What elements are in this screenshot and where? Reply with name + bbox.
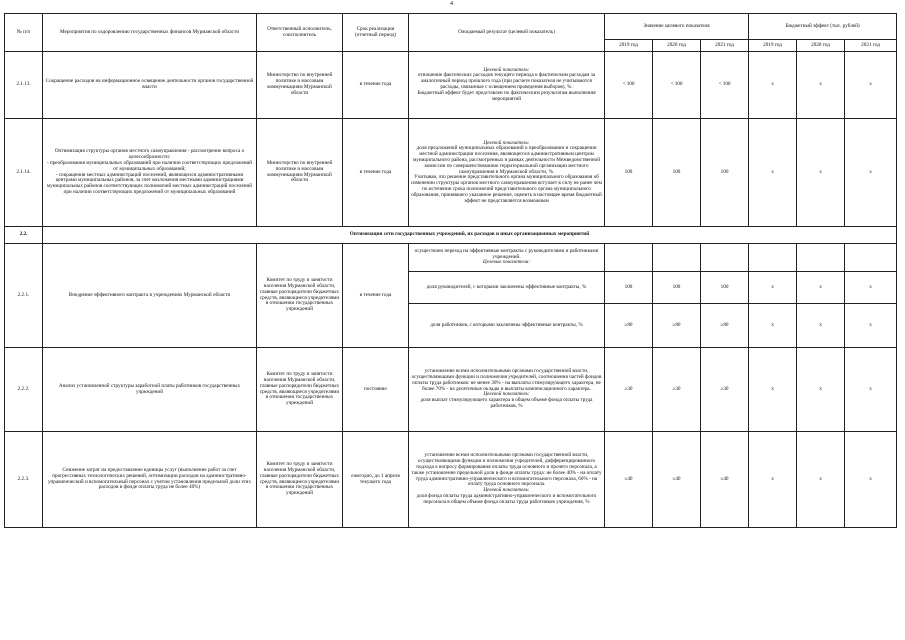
section-row	[5, 227, 897, 244]
result-heading: Целевые показатели:	[482, 259, 531, 266]
result-text: установление всеми исполнительными органами государственной власти, осуществляющими функции и полномочия учредителей, дифференцированного подхода к вопросу формирования оплаты труда основного и прочего персонала, а также установление предельной доли в фонде оплаты труда: не более 40% - на оплату труда административно-управленческого и вспомогательного персонала, 60% - на оплату труда основного персонала.	[411, 452, 602, 488]
value-cell: х	[845, 52, 897, 119]
term-text: в течение года	[343, 244, 409, 348]
term-text: ежегодно, до 1 апреля текущего года	[343, 432, 409, 528]
section-number: 2.2.	[5, 227, 43, 244]
page-number: 4	[450, 1, 453, 7]
value-cell: х	[797, 348, 845, 432]
value-cell: х	[797, 304, 845, 348]
table-row	[5, 119, 897, 227]
measure-text: Анализ установленной структуры заработной платы работников государственных учреждений	[43, 348, 257, 432]
header-num: № п/п	[5, 14, 43, 52]
executor-text: Министерство по внутренней политике и массовым коммуникациям Мурманской области	[257, 52, 343, 119]
result-heading: Целевой показатель:	[483, 487, 530, 494]
row-number: 2.2.1.	[5, 244, 43, 348]
term-text: в течение года	[343, 52, 409, 119]
value-cell: ≥30	[605, 348, 653, 432]
value-cell: ≤40	[653, 432, 701, 528]
result-text: отношение фактических расходов текущего периода к фактическим расходам за аналогичный период прошлого года (при расчете показателя не учитываются расходы, связанные с освещением проведения выборов), %.	[417, 72, 596, 90]
measure-line: - сокращения местных администраций поселений, являющихся административными центрами муниципальных районов, за счет возложения местными администрациями муниципальных районов соответствующих полномочий местных администраций поселений	[46, 171, 253, 190]
value-cell: х	[845, 348, 897, 432]
result-cell	[409, 432, 605, 528]
table-row	[5, 52, 897, 119]
value-cell: х	[797, 119, 845, 227]
value-cell: х	[797, 272, 845, 304]
measure-text: Сокращение расходов на информационное освещение деятельности органов государственной власти	[43, 52, 257, 119]
row-number: 2.2.3.	[5, 432, 43, 528]
header-measure: Мероприятия по оздоровлению государственных финансов Мурманской области	[43, 14, 257, 52]
value-cell: ≥80	[653, 304, 701, 348]
value-cell: х	[749, 119, 797, 227]
row-number: 2.1.14.	[5, 119, 43, 227]
result-note: Бюджетный эффект будет представлен по фактическим результатам выполнения мероприятий	[417, 89, 596, 102]
value-cell: х	[845, 304, 897, 348]
result-cell	[409, 244, 605, 272]
value-cell: х	[845, 119, 897, 227]
value-cell: х	[797, 52, 845, 119]
value-cell: х	[797, 432, 845, 528]
result-cell	[409, 119, 605, 227]
header-budget-group: Бюджетный эффект (тыс. рублей)	[749, 14, 897, 40]
value-cell: х	[749, 304, 797, 348]
value-cell: ≥30	[653, 348, 701, 432]
result-text: доля предложений муниципальных образований о преобразовании и сокращении местной администрации поселения, являющегося административным центром муниципального района, рассмотренных в рамках деятельности Межведомственной комиссии по совершенствованию территориальной организации местного самоуправления в Мурманской области, %.	[413, 145, 600, 175]
header-year: 2019 год	[605, 40, 653, 52]
measures-table	[4, 13, 897, 528]
header-year: 2020 год	[797, 40, 845, 52]
value-cell: ≤40	[701, 432, 749, 528]
measure-text: Снижение затрат на предоставление единицы услуг (выполнение работ за счет прогрессивных технологических решений, оптимизации расходов на административно-управленческий и вспомогательный персонал с учетом установления предельной доли этих расходов в фонде оплаты труда не более 40%)	[43, 432, 257, 528]
result-indicator: доля выплат стимулирующего характера в общем объеме фонда оплаты труда работников, %	[420, 397, 593, 410]
header-year: 2021 год	[845, 40, 897, 52]
value-cell: < 100	[605, 52, 653, 119]
term-text: постоянно	[343, 348, 409, 432]
header-row	[5, 14, 897, 40]
table-row	[5, 348, 897, 432]
header-result: Ожидаемый результат (целевой показатель)	[409, 14, 605, 52]
result-text: доля работников, с которыми заключены эффективные контракты, %	[409, 304, 605, 348]
result-text: установление всеми исполнительными органами государственной власти, осуществляющими функции и полномочия учредителей, соотношения частей фондов оплаты труда работников: не менее 30% - на выплаты стимулирующего характера, не более 70% - на десятичные оклады и выплаты компенсационного характера.	[411, 368, 602, 392]
measure-line: при наличии соответствующих предложений от муниципальных образований	[63, 188, 236, 195]
result-indicator: доля фонда оплаты труда административно-управленческого и вспомогательного персонала в общем объеме фонда оплаты труда работников учреждения, %	[416, 493, 597, 505]
header-year: 2019 год	[749, 40, 797, 52]
header-term: Срок реализации (отчетный период)	[343, 14, 409, 52]
measure-line: - преобразования муниципальных образований при наличии соответствующих предложений от муниципальных образований;	[46, 159, 253, 172]
value-cell: 100	[701, 119, 749, 227]
value-cell: 100	[605, 119, 653, 227]
value-cell: ≥30	[701, 348, 749, 432]
table-row	[5, 244, 897, 272]
value-cell: х	[845, 432, 897, 528]
value-cell: х	[845, 272, 897, 304]
value-cell: ≥80	[701, 304, 749, 348]
value-cell: 100	[653, 272, 701, 304]
section-title: Оптимизация сети государственных учреждений, их расходов и иных организационных мероприятий	[43, 227, 897, 244]
term-text: в течение года	[343, 119, 409, 227]
value-cell: ≤40	[605, 432, 653, 528]
measure-text: Внедрение эффективного контракта в учреждениях Мурманской области	[43, 244, 257, 348]
value-cell: 100	[701, 272, 749, 304]
value-cell: х	[749, 348, 797, 432]
value-cell: 100	[653, 119, 701, 227]
value-cell: 100	[605, 272, 653, 304]
value-cell: ≥80	[605, 304, 653, 348]
result-text: доля руководителей, с которыми заключены эффективные контракты, %	[409, 272, 605, 304]
header-year: 2021 год	[701, 40, 749, 52]
executor-text: Комитет по труду и занятости населения Мурманской области, главные распорядители бюджетных средств, являющиеся учредителями в отношении государственных учреждений	[257, 348, 343, 432]
result-heading: Целевой показатель:	[483, 66, 530, 73]
result-heading: Целевой показатель:	[483, 391, 530, 398]
header-executor: Ответственный исполнитель, соисполнитель	[257, 14, 343, 52]
value-cell: < 100	[653, 52, 701, 119]
value-cell: < 100	[701, 52, 749, 119]
result-text: осуществлен переход на эффективные контракты с руководителями и работниками учреждений.	[414, 247, 599, 260]
executor-text: Комитет по труду и занятости населения Мурманской области, главные распорядители бюджетных средств, являющиеся учредителями в отношении государственных учреждений	[257, 432, 343, 528]
result-heading: Целевой показатель:	[483, 139, 530, 146]
header-indicator-group: Значение целевого показателя	[605, 14, 749, 40]
row-number: 2.1.13.	[5, 52, 43, 119]
result-cell	[409, 52, 605, 119]
value-cell: х	[749, 272, 797, 304]
row-number: 2.2.2.	[5, 348, 43, 432]
table-row	[5, 432, 897, 528]
header-year: 2020 год	[653, 40, 701, 52]
executor-text: Комитет по труду и занятости населения Мурманской области, главные распорядители бюджетных средств, являющиеся учредителями в отношении государственных учреждений	[257, 244, 343, 348]
measure-line: Оптимизация структуры органов местного самоуправления - рассмотрение вопроса о целесообразности:	[54, 148, 245, 161]
value-cell: х	[749, 52, 797, 119]
executor-text: Министерство по внутренней политике и массовым коммуникациям Мурманской области	[257, 119, 343, 227]
result-note: Учитывая, что решение представительного органа муниципального образования об изменении структуры органов местного самоуправления вступает в силу не ранее чем по истечении срока полномочий представительного органа муниципального образования, принявшего указанное решение, оценить в настоящее время бюджетный эффект не представляется возможным	[411, 174, 602, 204]
measure-cell	[43, 119, 257, 227]
value-cell: х	[749, 432, 797, 528]
result-cell	[409, 348, 605, 432]
